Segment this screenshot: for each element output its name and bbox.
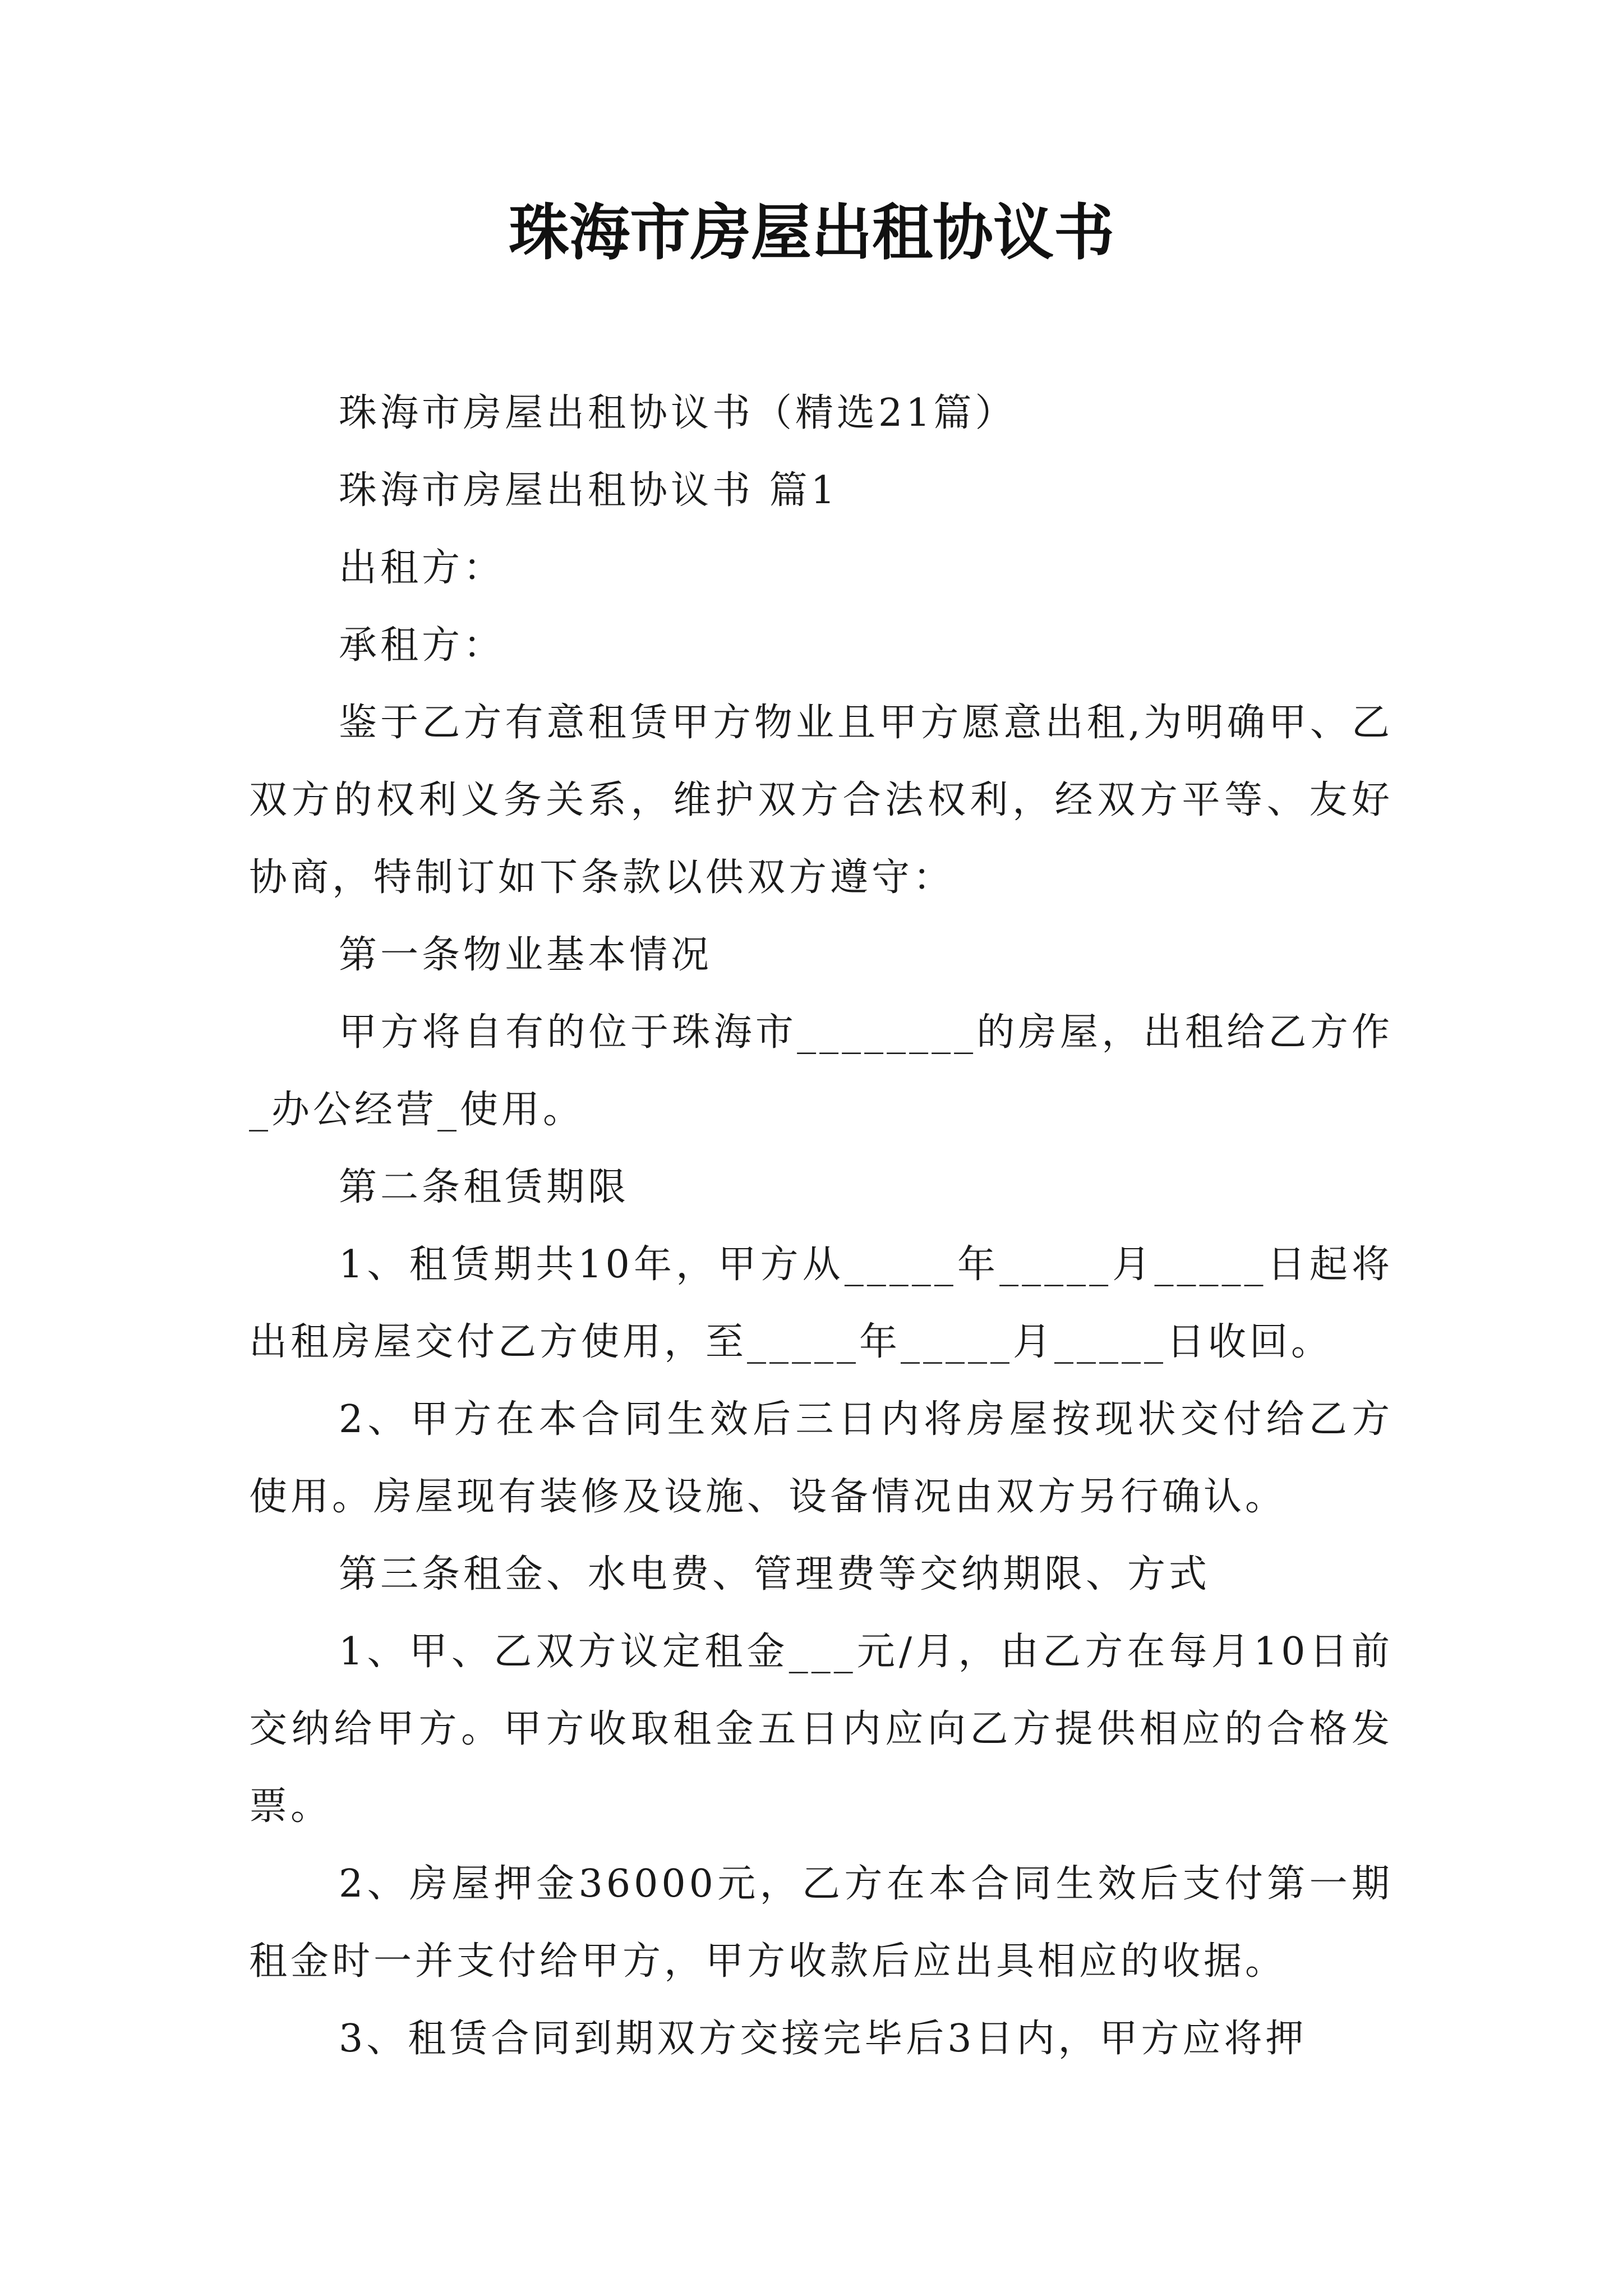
paragraph-article-2-item-2: 2、甲方在本合同生效后三日内将房屋按现状交付给乙方使用。房屋现有装修及设施、设备情况由双方另行确认。 (249, 1397, 1393, 1519)
paragraph-subtitle: 珠海市房屋出租协议书（精选21篇） (339, 391, 1017, 435)
paragraph-article-3-item-1: 1、甲、乙双方议定租金___元/月，由乙方在每月10日前交纳给甲方。甲方收取租金五日内应向乙方提供相应的合格发票。 (249, 1630, 1393, 1829)
paragraph-article-2-heading: 第二条租赁期限 (339, 1165, 630, 1209)
paragraph-lessee: 承租方： (339, 623, 505, 668)
paragraph-lessor: 出租方： (339, 546, 505, 590)
paragraph-article-3-item-3: 3、租赁合同到期双方交接完毕后3日内，甲方应将押 (339, 2017, 1307, 2061)
paragraph-article-1-heading: 第一条物业基本情况 (339, 933, 713, 977)
paragraph-article-3-heading: 第三条租金、水电费、管理费等交纳期限、方式 (339, 1552, 1211, 1596)
paragraph-article-3-item-2: 2、房屋押金36000元，乙方在本合同生效后支付第一期租金时一并支付给甲方，甲方收款后应出具相应的收据。 (249, 1862, 1393, 1984)
paragraph-article-2-item-1: 1、租赁期共10年，甲方从_____年_____月_____日起将出租房屋交付乙方使用，至_____年_____月_____日收回。 (249, 1243, 1393, 1364)
paragraph-section-heading: 珠海市房屋出租协议书 篇1 (339, 468, 838, 513)
paragraph-article-1-text: 甲方将自有的位于珠海市________的房屋，出租给乙方作_办公经营_使用。 (249, 1010, 1393, 1132)
document-body (249, 375, 1393, 2078)
document-title: 珠海市房屋出租协议书 (508, 197, 1114, 268)
paragraph-preamble: 鉴于乙方有意租赁甲方物业且甲方愿意出租,为明确甲、乙双方的权利义务关系，维护双方合法权利，经双方平等、友好协商，特制订如下条款以供双方遵守： (249, 701, 1393, 900)
